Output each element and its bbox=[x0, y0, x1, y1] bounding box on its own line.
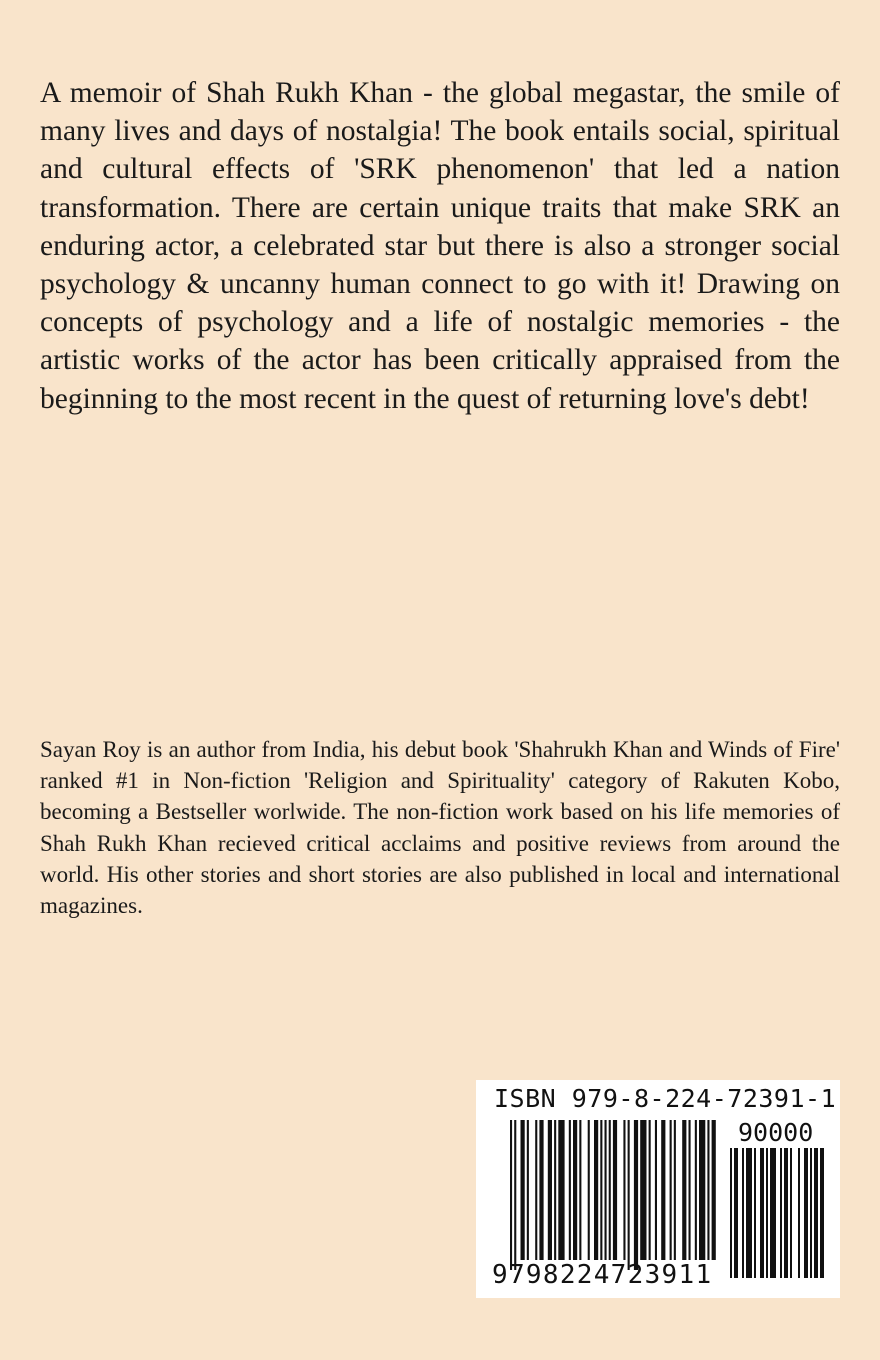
barcode-bar bbox=[689, 1120, 691, 1260]
barcode-bar bbox=[674, 1120, 676, 1260]
addon-barcode-bars bbox=[730, 1148, 830, 1278]
barcode-bar bbox=[628, 1120, 630, 1270]
barcode-bar bbox=[734, 1148, 738, 1278]
barcode-bar bbox=[535, 1120, 537, 1260]
barcode-bar bbox=[784, 1148, 788, 1278]
author-bio: Sayan Roy is an author from India, his debut book 'Shahrukh Khan and Winds of Fire' ranked #1 in Non-fiction 'Religion and Spirituality' category of Rakuten Kobo, becoming a Bestseller worlwide. The non-fiction work based on his life memories of Shah Rukh Khan recieved critical acclaims and positive reviews from around the world. His other stories and short stories are also published in local and international magazines. bbox=[40, 737, 840, 919]
barcode-bar bbox=[623, 1120, 625, 1260]
barcode-bar bbox=[649, 1120, 651, 1260]
barcode-bar bbox=[712, 1120, 716, 1260]
barcode-bar bbox=[554, 1120, 556, 1260]
barcode-bar bbox=[640, 1120, 646, 1260]
barcode-bar bbox=[634, 1120, 638, 1270]
barcode-bar bbox=[814, 1148, 818, 1278]
barcode-bar bbox=[655, 1120, 657, 1260]
barcode-bar bbox=[573, 1120, 577, 1260]
barcode-bar bbox=[661, 1120, 665, 1260]
barcode-bar bbox=[770, 1148, 776, 1278]
book-description: A memoir of Shah Rukh Khan - the global megastar, the smile of many lives and days of nostalgia! The book entails social, spiritual and cultural effects of 'SRK phenomenon' that led a nation transformation. There are certain unique traits that make SRK an enduring actor, a celebrated star but there is also a stronger social psychology & uncanny human connect to go with it! Drawing on concepts of psychology and a life of nostalgic memories - the artistic works of the actor has been critically appraised from the beginning to the most recent in the quest of returning love's debt! bbox=[40, 77, 840, 415]
barcode-bar bbox=[780, 1148, 782, 1278]
barcode-bar bbox=[605, 1120, 607, 1260]
ean-digits: 9798224723911 bbox=[492, 1260, 713, 1290]
barcode-bar bbox=[548, 1120, 552, 1260]
barcode-bar bbox=[730, 1148, 732, 1278]
barcode-bar bbox=[707, 1120, 709, 1260]
barcode-bar bbox=[609, 1120, 611, 1260]
ean-barcode-bars bbox=[510, 1120, 720, 1270]
barcode-bar bbox=[613, 1120, 617, 1260]
isbn-barcode bbox=[476, 1080, 840, 1298]
barcode-bar bbox=[754, 1148, 756, 1278]
barcode-bar bbox=[600, 1120, 602, 1260]
barcode-bar bbox=[790, 1148, 792, 1278]
barcode-bar bbox=[766, 1148, 768, 1278]
isbn-label: ISBN 979-8-224-72391-1 bbox=[494, 1084, 837, 1113]
barcode-bar bbox=[514, 1120, 516, 1270]
price-addon-label: 90000 bbox=[738, 1118, 814, 1147]
barcode-bar bbox=[588, 1120, 590, 1260]
barcode-bar bbox=[820, 1148, 824, 1278]
barcode-bar bbox=[670, 1120, 672, 1260]
barcode-bar bbox=[594, 1120, 598, 1260]
barcode-bar bbox=[682, 1120, 686, 1260]
barcode-bar bbox=[521, 1120, 525, 1260]
barcode-bar bbox=[579, 1120, 581, 1260]
barcode-bar bbox=[760, 1148, 764, 1278]
barcode-bar bbox=[539, 1120, 543, 1260]
barcode-bar bbox=[804, 1148, 808, 1278]
barcode-bar bbox=[558, 1120, 564, 1260]
barcode-bar bbox=[699, 1120, 705, 1260]
barcode-bar bbox=[569, 1120, 571, 1260]
barcode-bar bbox=[746, 1148, 752, 1278]
barcode-bar bbox=[810, 1148, 812, 1278]
barcode-bar bbox=[742, 1148, 744, 1278]
barcode-bar bbox=[510, 1120, 512, 1270]
barcode-bar bbox=[527, 1120, 529, 1260]
barcode-bar bbox=[695, 1120, 697, 1260]
barcode-bar bbox=[798, 1148, 800, 1278]
